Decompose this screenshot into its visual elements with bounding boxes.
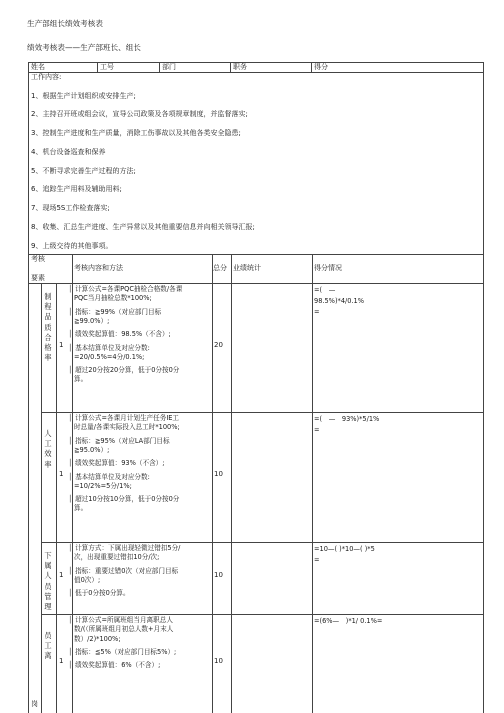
method-text: 计算方式：下属出现轻微过错扣5分/ (75, 544, 181, 552)
method-text: 绩效奖起算值：6%（不含）; (75, 661, 161, 670)
method-line (70, 309, 161, 316)
method-line (74, 636, 121, 643)
category-char: 格 (44, 343, 52, 353)
category-char: 理 (44, 602, 52, 612)
method-text: 指标：≦5%（对应部门目标5%）; (75, 647, 177, 656)
category-char: 工 (44, 439, 52, 449)
method-text: 基本结算单位及对应分数: (75, 472, 150, 481)
bullet-mark: ▏ (70, 616, 76, 624)
category-char: 管 (44, 591, 52, 601)
category-char: 合 (44, 332, 52, 342)
work-item: 5、不断寻求完善生产过程的方法; (31, 167, 136, 175)
category-char: 员 (44, 631, 52, 640)
method-line (70, 496, 179, 503)
work-item: 6、追踪生产用料及辅助用料; (31, 185, 122, 193)
bullet-mark: ▏ (70, 495, 76, 504)
method-text: 计算公式=各课月计划生产任务IE工 (75, 414, 180, 422)
method-line (70, 460, 165, 467)
status-line: =(6%— )*1/ 0.1%= (314, 617, 383, 625)
stats-header: 业绩统计 (233, 264, 261, 272)
method-text: 数/(（所属班组月初总人数+月末人 (74, 625, 174, 634)
bullet-mark: ▏ (70, 544, 76, 552)
method-text: 超过20分按20分算，低于0分按0分 (75, 366, 180, 375)
work-content-label: 工作内容: (31, 73, 62, 81)
bullet-mark: ▏ (70, 414, 76, 422)
method-line (74, 295, 152, 302)
method-text: 指标：≧95%（对应LA部门目标 (75, 436, 170, 445)
bullet-mark: ▏ (70, 436, 76, 445)
status-line: = (314, 556, 320, 564)
method-text: 计算公式=各课PQC抽检合格数/各课 (75, 285, 183, 293)
row-total: 10 (214, 656, 223, 665)
method-line (74, 554, 159, 561)
score-header: 得分 (314, 63, 328, 71)
row-index: 1 (59, 470, 64, 478)
status-line: =10—( )*10—( )*5 (314, 545, 375, 553)
bullet-mark: ▏ (70, 366, 76, 375)
work-item: 9、上级交待的其他事项。 (31, 242, 113, 250)
bullet-mark: ▏ (70, 647, 76, 656)
bullet-mark: ▏ (70, 589, 76, 598)
method-line (70, 345, 150, 352)
bullet-mark: ▏ (70, 343, 76, 352)
method-line (70, 649, 176, 656)
category-char: 质 (44, 322, 52, 332)
bullet-mark: ▏ (70, 472, 76, 481)
status-line: = (314, 308, 320, 316)
row-total: 20 (214, 340, 223, 349)
total-header: 总分 (213, 264, 227, 272)
work-item: 2、主持召开班或组会议，宣导公司政策及各项规章制度，并监督落实; (31, 110, 248, 118)
dept-header: 部门 (162, 63, 176, 71)
method-line (70, 617, 173, 624)
status-line: = (314, 426, 320, 434)
name-header: 姓名 (31, 63, 45, 71)
elements-header-2: 要素 (31, 274, 45, 282)
method-text: 值0次）; (74, 575, 101, 584)
bullet-mark: ▏ (70, 330, 76, 339)
category-char: 效 (44, 449, 52, 459)
category-char: 程 (44, 302, 52, 312)
work-item: 1、根据生产计划组织或安排生产; (31, 92, 136, 100)
category-char: 制 (44, 292, 52, 301)
status-line: =( — (314, 286, 336, 294)
category-label (43, 430, 53, 471)
method-line (70, 568, 178, 575)
method-header: 考核内容和方法 (74, 264, 123, 272)
bullet-mark: ▏ (70, 285, 76, 293)
bullet-mark: ▏ (70, 661, 76, 670)
method-line (70, 331, 171, 338)
method-text: 时总量/各课实际投入总工时*100%; (74, 423, 180, 432)
category-label (43, 552, 53, 613)
method-line (70, 415, 179, 422)
method-text: =10/2%=5分/1%; (74, 481, 132, 490)
method-line (70, 286, 182, 293)
category-char: 人 (44, 429, 52, 438)
row-total: 10 (214, 470, 223, 478)
method-text: ≧95.0%）; (74, 445, 110, 454)
method-text: 数）/2)*100%; (74, 634, 121, 643)
method-line (74, 376, 87, 383)
method-text: 指标：重要过错0次（对应部门目标 (75, 566, 179, 575)
elements-header-1: 考核 (31, 255, 45, 263)
method-line (74, 424, 180, 431)
method-text: 算。 (74, 375, 88, 384)
category-label (43, 632, 53, 663)
method-text: 算。 (74, 504, 88, 513)
category-label (43, 293, 53, 365)
bullet-mark: ▏ (70, 307, 76, 316)
work-item: 3、控制生产进度和生产质量，消除工伤事故以及其他各类安全隐患; (31, 129, 241, 137)
method-line (74, 626, 173, 633)
method-line (70, 545, 180, 552)
category-char: 工 (44, 641, 52, 651)
method-text: 基本结算单位及对应分数: (75, 343, 150, 352)
method-text: 计算公式=所属班组当月离职总人 (75, 616, 173, 624)
row-index: 1 (59, 571, 64, 579)
method-line (74, 505, 87, 512)
status-line: =( — 93%)*5/1% (314, 415, 380, 423)
page-title: 生产部组长绩效考核表 (27, 19, 103, 28)
method-line (70, 474, 150, 481)
work-item: 8、收集、汇总生产进度、生产异常以及其他重要信息并向相关领导汇报; (31, 223, 255, 231)
category-char: 人 (44, 571, 52, 581)
category-char: 下 (44, 551, 52, 560)
method-line (70, 662, 160, 669)
category-char: 品 (44, 312, 52, 322)
method-line (70, 590, 130, 597)
bullet-mark: ▏ (70, 459, 76, 468)
category-char: 属 (44, 561, 52, 571)
status-header: 得分情况 (314, 264, 342, 272)
method-text: 超过10分按10分算，低于0分按0分 (75, 495, 180, 504)
method-text: 次，出现重要过错扣10分/次; (74, 553, 160, 562)
method-line (70, 367, 179, 374)
position-header: 职务 (233, 63, 247, 71)
method-line (74, 318, 109, 325)
method-line (74, 483, 132, 490)
method-line (74, 447, 109, 454)
page-subtitle: 绩效考核表——生产部班长、组长 (27, 43, 141, 52)
row-index: 1 (59, 656, 64, 665)
method-line (74, 354, 144, 361)
category-char: 员 (44, 581, 52, 591)
category-char: 率 (44, 459, 52, 469)
method-text: PQC当月抽检总数*100%; (74, 294, 152, 303)
method-text: 低于0分按0分算。 (75, 589, 130, 598)
method-line (74, 577, 100, 584)
method-text: 绩效奖起算值：98.5%（不含）; (75, 330, 171, 339)
bullet-mark: ▏ (70, 566, 76, 575)
work-item: 4、机台设备巡查和保养 (31, 148, 106, 156)
row-index: 1 (59, 340, 64, 349)
row-total: 10 (214, 571, 223, 579)
status-line: 98.5%)*4/0.1% (314, 297, 364, 305)
method-text: 绩效奖起算值：93%（不含）; (75, 459, 165, 468)
method-text: ≧99.0%）; (74, 316, 110, 325)
method-text: =20/0.5%=4分/0.1%; (74, 352, 145, 361)
work-item: 7、现场5S工作检查落实; (31, 204, 110, 212)
id-header: 工号 (100, 63, 114, 71)
category-char: 离 (44, 651, 52, 661)
method-text: 指标：≧99%（对应部门目标 (75, 307, 162, 316)
category-char: 率 (44, 353, 52, 363)
outer-group-label: 岗 (31, 700, 38, 708)
method-line (70, 438, 170, 445)
